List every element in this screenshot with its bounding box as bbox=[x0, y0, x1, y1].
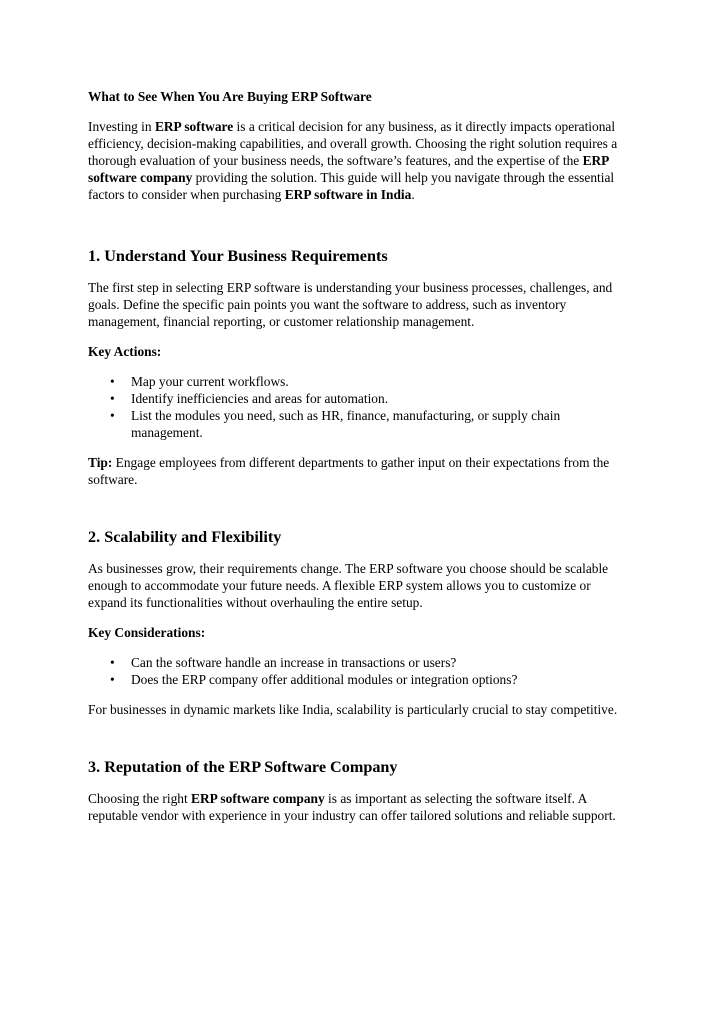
intro-text-1: Investing in bbox=[88, 119, 155, 134]
list-item bbox=[88, 373, 631, 390]
section-1-tip bbox=[88, 454, 631, 488]
section-2-bullet-list bbox=[88, 654, 631, 688]
section-3-text-1: Choosing the right bbox=[88, 791, 192, 806]
section-2-closing: For businesses in dynamic markets like India, scalability is particularly crucial to stay competitive. bbox=[88, 702, 618, 717]
section-1-heading: 1. Understand Your Business Requirements bbox=[88, 247, 388, 265]
intro-bold-erp-india: ERP software in India bbox=[284, 187, 412, 202]
section-2-heading: 2. Scalability and Flexibility bbox=[88, 528, 282, 546]
list-item-text: List the modules you need, such as HR, finance, manufacturing, or supply chain management. bbox=[131, 408, 561, 440]
list-item-text: Map your current workflows. bbox=[131, 374, 289, 389]
intro-paragraph bbox=[88, 118, 631, 203]
list-item bbox=[88, 671, 631, 688]
list-item-text: Identify inefficiencies and areas for automation. bbox=[131, 391, 389, 406]
intro-text-2: is a critical decision for any business, as it directly impacts operational efficiency, decision-making capabilities, and overall growth. Choosing the right solution requires a thorough evaluation of your business needs, the software’s features, and the expertise of the bbox=[88, 119, 618, 168]
section-3-heading: 3. Reputation of the ERP Software Company bbox=[88, 758, 398, 776]
intro-text-3: providing the solution. This guide will help you navigate through the essential factors to consider when purchasing bbox=[88, 170, 615, 202]
list-item bbox=[88, 654, 631, 671]
list-item-text: Can the software handle an increase in transactions or users? bbox=[131, 655, 457, 670]
section-1-bullet-list bbox=[88, 373, 631, 441]
document-title: What to See When You Are Buying ERP Software bbox=[88, 89, 372, 104]
bullet-icon: • bbox=[110, 655, 115, 670]
section-2-paragraph: As businesses grow, their requirements change. The ERP software you choose should be scalable enough to accommodate your future needs. A flexible ERP system allows you to customize or expand its functionalities without overhauling the entire setup. bbox=[88, 561, 609, 610]
list-item bbox=[88, 390, 631, 407]
tip-text: Engage employees from different departments to gather input on their expectations from the software. bbox=[88, 455, 610, 487]
bullet-icon: • bbox=[110, 672, 115, 687]
list-item bbox=[88, 407, 631, 441]
section-1-paragraph: The first step in selecting ERP software is understanding your business processes, challenges, and goals. Define the specific pain points you want the software to address, such as inventory management, financial reporting, or customer relationship management. bbox=[88, 280, 613, 329]
list-item-text: Does the ERP company offer additional modules or integration options? bbox=[131, 672, 518, 687]
section-3-bold-erp-company: ERP software company bbox=[191, 791, 325, 806]
bullet-icon: • bbox=[110, 391, 115, 406]
section-1-key-heading: Key Actions: bbox=[88, 344, 162, 359]
intro-text-4: . bbox=[411, 187, 415, 202]
intro-bold-erp-software: ERP software bbox=[154, 119, 234, 134]
bullet-icon: • bbox=[110, 408, 115, 423]
section-2-key-heading: Key Considerations: bbox=[88, 625, 206, 640]
intro-bold-erp-company: ERP software company bbox=[88, 153, 609, 185]
section-3-text-2: is as important as selecting the software itself. A reputable vendor with experience in your industry can offer tailored solutions and reliable support. bbox=[88, 791, 616, 823]
bullet-icon: • bbox=[110, 374, 115, 389]
tip-label: Tip: bbox=[88, 455, 113, 470]
section-3-paragraph bbox=[88, 790, 631, 824]
